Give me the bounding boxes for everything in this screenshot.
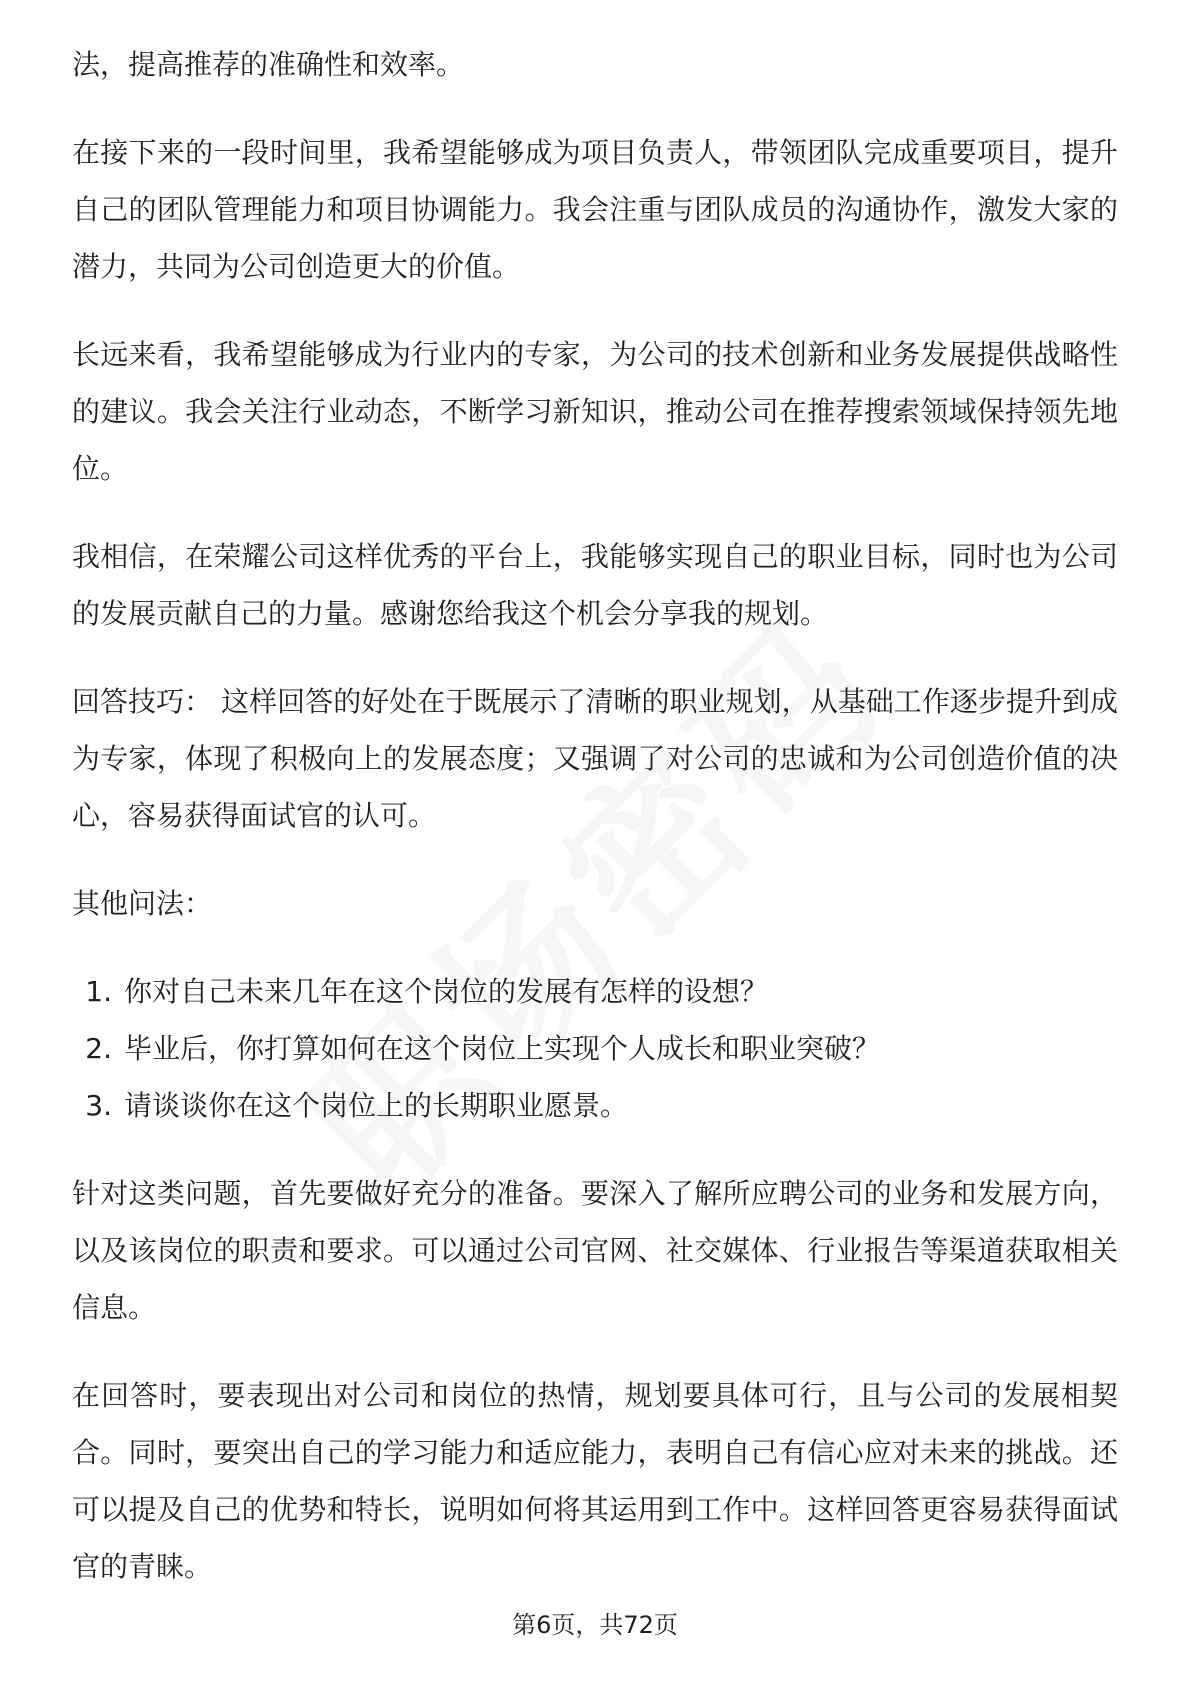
list-item: [72, 1020, 1118, 1077]
other-questions-list: [72, 963, 1118, 1134]
list-item: [72, 963, 1118, 1020]
paragraph-preparation-advice: 针对这类问题，首先要做好充分的准备。要深入了解所应聘公司的业务和发展方向，以及该岗位的职责和要求。可以通过公司官网、社交媒体、行业报告等渠道获取相关信息。: [72, 1177, 1118, 1324]
list-item-number: 1.: [85, 975, 112, 1008]
list-item-number: 2.: [85, 1032, 112, 1065]
page-number-footer: 第6页，共72页: [512, 1611, 678, 1639]
paragraph-short-term-plan: 在接下来的一段时间里，我希望能够成为项目负责人，带领团队完成重要项目，提升自己的团队管理能力和项目协调能力。我会注重与团队成员的沟通协作，激发大家的潜力，共同为公司创造更大的价值。: [72, 136, 1118, 283]
paragraph-answering-advice: 在回答时，要表现出对公司和岗位的热情，规划要具体可行，且与公司的发展相契合。同时，要突出自己的学习能力和适应能力，表明自己有信心应对未来的挑战。还可以提及自己的优势和特长，说明如何将其运用到工作中。这样回答更容易获得面试官的青睐。: [72, 1379, 1118, 1583]
list-item-text: 你对自己未来几年在这个岗位的发展有怎样的设想？: [124, 975, 769, 1008]
list-item-text: 请谈谈你在这个岗位上的长期职业愿景。: [124, 1089, 629, 1122]
document-page: [72, 36, 1118, 1626]
list-item: [72, 1077, 1118, 1134]
paragraph-continuation: 法，提高推荐的准确性和效率。: [72, 48, 465, 81]
list-item-number: 3.: [85, 1089, 112, 1122]
paragraph-long-term-plan: 长远来看，我希望能够成为行业内的专家，为公司的技术创新和业务发展提供战略性的建议。我会关注行业动态，不断学习新知识，推动公司在推荐搜索领域保持领先地位。: [72, 338, 1118, 485]
paragraph-conclusion: 我相信，在荣耀公司这样优秀的平台上，我能够实现自己的职业目标，同时也为公司的发展贡献自己的力量。感谢您给我这个机会分享我的规划。: [72, 540, 1118, 630]
list-item-text: 毕业后，你打算如何在这个岗位上实现个人成长和职业突破？: [124, 1032, 881, 1065]
paragraph-answer-tips: 回答技巧： 这样回答的好处在于既展示了清晰的职业规划，从基础工作逐步提升到成为专家，体现了积极向上的发展态度；又强调了对公司的忠诚和为公司创造价值的决心，容易获得面试官的认可。: [72, 685, 1118, 832]
paragraph-other-questions-heading: 其他问法：: [72, 887, 213, 920]
